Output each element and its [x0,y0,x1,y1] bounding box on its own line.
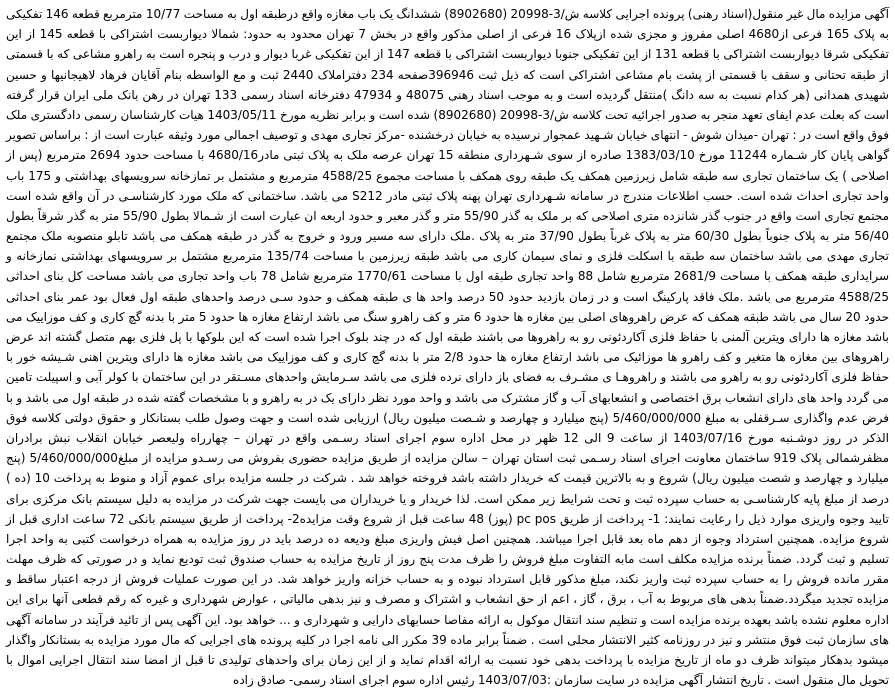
notice-body: آگهی مزایده مال غیر منقول(اسناد رهنی) پرونده اجرایی کلاسه ش/3-20998 (8902680) ششدانگ یک باب مغازه واقع درطبقه اول به مساحت 10/77 مترمربع قطعه 146 تفکیکی به پلاک 165 فرعی از4680 اصلی مفروز و مجزی شده ازپلاک 16 فرعی از اصلی مذکور واقع در بخش 7 تهران محدود به حدود: شمالا دیواربست اشتراکی با قطعه 145 از این تفکیکی شرقا دیواربست اشتراکی با قطعه 131 از این تفکیکی جنوبا دیواربست اشتراکی با قطعه 147 از این تفکیکی غربا دیوار و درب و پنجره است به راهرو مشاعی که با قسمتی از طبقه تحتانی و سقف با قسمتی از پشت بام مشاعی اشتراکی است که ذیل ثبت 396946صفحه 234 دفتراملاک 2440 ثبت و مع الواسطه بنام آقایان فرهاد لاهیجانیها و حسین شهیدی همدانی (هر کدام نسبت به سه دانگ )منتقل گردیده است و به موجب اسناد رهنی 48075 و 47934 دفترخانه اسناد رسمی 133 تهران در رهن بانک ملی ایران قرار گرفته است که بعلت عدم ایفای تعهد منجر به صدور اجرائیه تحت کلاسه ش/3-20998 (8902680) شده است و برابر نظریه مورخ 1403/05/11 هیات کارشناسان رسمی دادگستری ملک فوق واقع است در : تهران -میدان شوش - انتهای خیابان شـهید عمجوار نرسیده به خیابان درخشنده -مرکز تجاری مهدی و توصیف اجمالی مورد وثیقه عبارت است از : براساس تصویر گواهی پایان کار شـماره 11244 مورخ 1383/03/10 صادره از سوی شـهرداری منطقه 15 تهران عرصه ملک به پلاک ثبتی مادر4680/16 با مساحت حدود 2694 مترمربع (پس از اصلاحی ) یک ساختمان تجاری سه طبقه شامل زیرزمین همکف یک طبقه روی همکف با مساحت مجموع 4588/25 مترمربع و مشتمل بر تمازخانه سرویسهای بهداشتی و 175 باب واحد تجاری احداث شده است. حسب اطلاعات مندرج در سامانه شـهرداری تهران پهنه پلاک ثبتی مادر S212 می باشد. ساختمانی که ملک مورد کارشناسـی در آن واقع شده است مجتمع تجاری است واقع در جنوب گذر شانزده متری اصلاحی که بر ملک به گذر 55/90 متر و گذر معبر و حدود اربعه ان عبارت است از شـمالا بطول 55/90 متر به گذر شرقاً بطول 56/40 متر به پلاک جنوباً بطول 60/30 متر به پلاک غرباً بطول 37/90 متر به پلاک .ملک دارای سه مسیر ورود و خروج به گذر در طبقه همکف می باشد تابلو منصوبه ملک مجتمع تجاری مهدی می باشد ساختمان سه طبقه با اسکلت فلزی و نمای سیمان کاری می باشد طبقه زیرزمین با مساحت 135/74 مترمربع مشتمل بر سرویسهای بهداشتی نمازخانه و سرایداری طبقه همکف با مساحت 2681/9 مترمربع شامل 88 واحد تجاری طبقه اول با مساحت 1770/61 مترمربع شامل 78 باب واحد تجاری می باشد مساحت کل بنای احداثی 4588/25 مترمربع می باشد .ملک فاقد پارکینگ است و در زمان بازدید حدود 50 درصد واحد ها ی طبقه همکف و حدود سـی درصد واحدهای طبقه اول فعال بود عمر بنای احداثی حدود 20 سال می باشد طبقه همکف که عرض راهروهای اصلی بین مغازه ها حدود 6 متر و کف راهرو سنگ می باشد ارتفاع مغازه ها حدود 5 متر با بدنه گچ کاری و کف موزاییک می باشد مغازه ها دارای ویترین آلمنی با حفاظ فلزی آکاردئونی رو به راهروها می باشند طبقه اول که در چند بلوک اجرا شده است که این بلوکها با پل فلزی بهم متصل گشته اند عرض راهروهای بین مغازه ها متغیر و کف راهرو ها موزائیک می باشد ارتفاع مغازه ها حدود 2/8 متر با بدنه گچ کاری و کف موزاییک می باشد مغازه ها دارای ویترین اهنی شـیشه خور با حفاظ فلزی آکاردئونی رو به راهرو می باشند و راهروهـا ی مشـرف به فضای باز دارای نرده فلزی می باشد سـرمایش واحدهای مسـتقر در این ساختمان با کولر آبی و اسپیلت تامین می گردد واحد های دارای انشعاب برق اختصاصی و انشعابهای آب و گاز مشترک می باشد و واحد مورد نظر دارای یک در به راهرو و با مشخصات گفته شده در طبقه اول می باشد و با فرض عدم واگذاری سـرقفلی به مبلغ 5/460/000/000 (پنج میلیارد و چهارصد و شـصت میلیون ریال) ارزیابی شده است و جهت وصول طلب بستانکار و حقوق دولتی کلاسه فوق الذکر در روز دوشـنبه مورخ 1403/07/16 از ساعت 9 الی 12 ظهر در محل اداره سوم اجرای اسناد رسـمی واقع در تهران – چهارراه ولیعصر خیابان انقلاب نبش برادران مظفرشمالی پلاک 919 ساختمان معاونت اجرای اسناد رسـمی ثبت استان تهران – سالن مزایده از طریق مزایده حضوری بفروش می رسـدو مزایده از مبلغ5/460/000/000 (پنج میلیارد و چهارصد و شصت میلیون ریال) شروع و به بالاترین قیمت که خریدار داشته باشد فروخته خواهد شد . شرکت در جلسه مزایده برای عموم آزاد و منوط به پرداخت 10 (ده ) درصد از مبلغ پایه کارشناسـی به حساب سپرده ثبت و تحت شرایط زیر ممکن است. لذا خریدار و یا خریداران می بایست جهت شرکت در مزایده به دلیل سیستم بانک مرکزی برای تایید وجوه واریزی موارد ذیل را رعایت نمایند: 1- پرداخت از طریق pc pos (پوز) 48 ساعت قبل از شروع وقت مزایده2- پرداخت از طریق سیستم بانکی 72 ساعت اداری قبل از شروع مزایده. همچنین استرداد وجوه از دهم ماه بعد قابل اجرا میباشد. همچنین اصل فیش واریزی مبلغ ودیعه ده درصد باید در روز مزایده به همراه درخواست کتبی به واحد اجرا تسلیم و ثبت گردد. ضمناً برنده مزایده مکلف است مابه التفاوت مبلغ فروش را ظرف مدت پنج روز از تاریخ مزایده به حساب صندوق ثبت تودیع نماید و در صورتی که ظرف مهلت مقرر مانده فروش را به حساب سپرده ثبت واریز نکند، مبلغ مذکور قابل استرداد نبوده و به حساب خزانه واریز خواهد شد. در این صورت عملیات فروش از درجه اعتبار ساقط و مزایده تجدید میگردد.ضمناً بدهی های مربوط به آب ، برق ، گاز ، اعم از حق انشعاب و اشتراک و مصرف و نیز بدهی مالیاتی ، عوارض شهرداری و غیره که رقم قطعی آنها برای این اداره معلوم نشده باشد بعهده برنده مزایده است و تنظیم سند انتقال موکول به ارائه مفاصا حسابهای دارایی و شهرداری و ... خواهد بود. این آگهی پس از تائید فرآیند در سامانه آگهی های سازمان ثبت فوق منتشر و نیز در روزنامه کثیر الانتشار محلی است . ضمناً برابر ماده 39 مکرر الی نامه اجرا در کلیه پرونده های اجرایی که مال مورد مزایده به بستانکار واگذار میشود بدهکار میتواند ظرف دو ماه از تاریخ مزایده با پرداخت بدهی خود نسبت به ارائه اقدام نماید و از این زمان برای واحدهای تولیدی تا قبل از امضا سند انتقال اجرایی اموال با تحویل مال منقول است . تاریخ انتشار آگهی مزایده در سایت سازمان :1403/07/03 رئیس اداره سوم اجرای اسناد رسمی- صادق زاده [6,7,890,688]
